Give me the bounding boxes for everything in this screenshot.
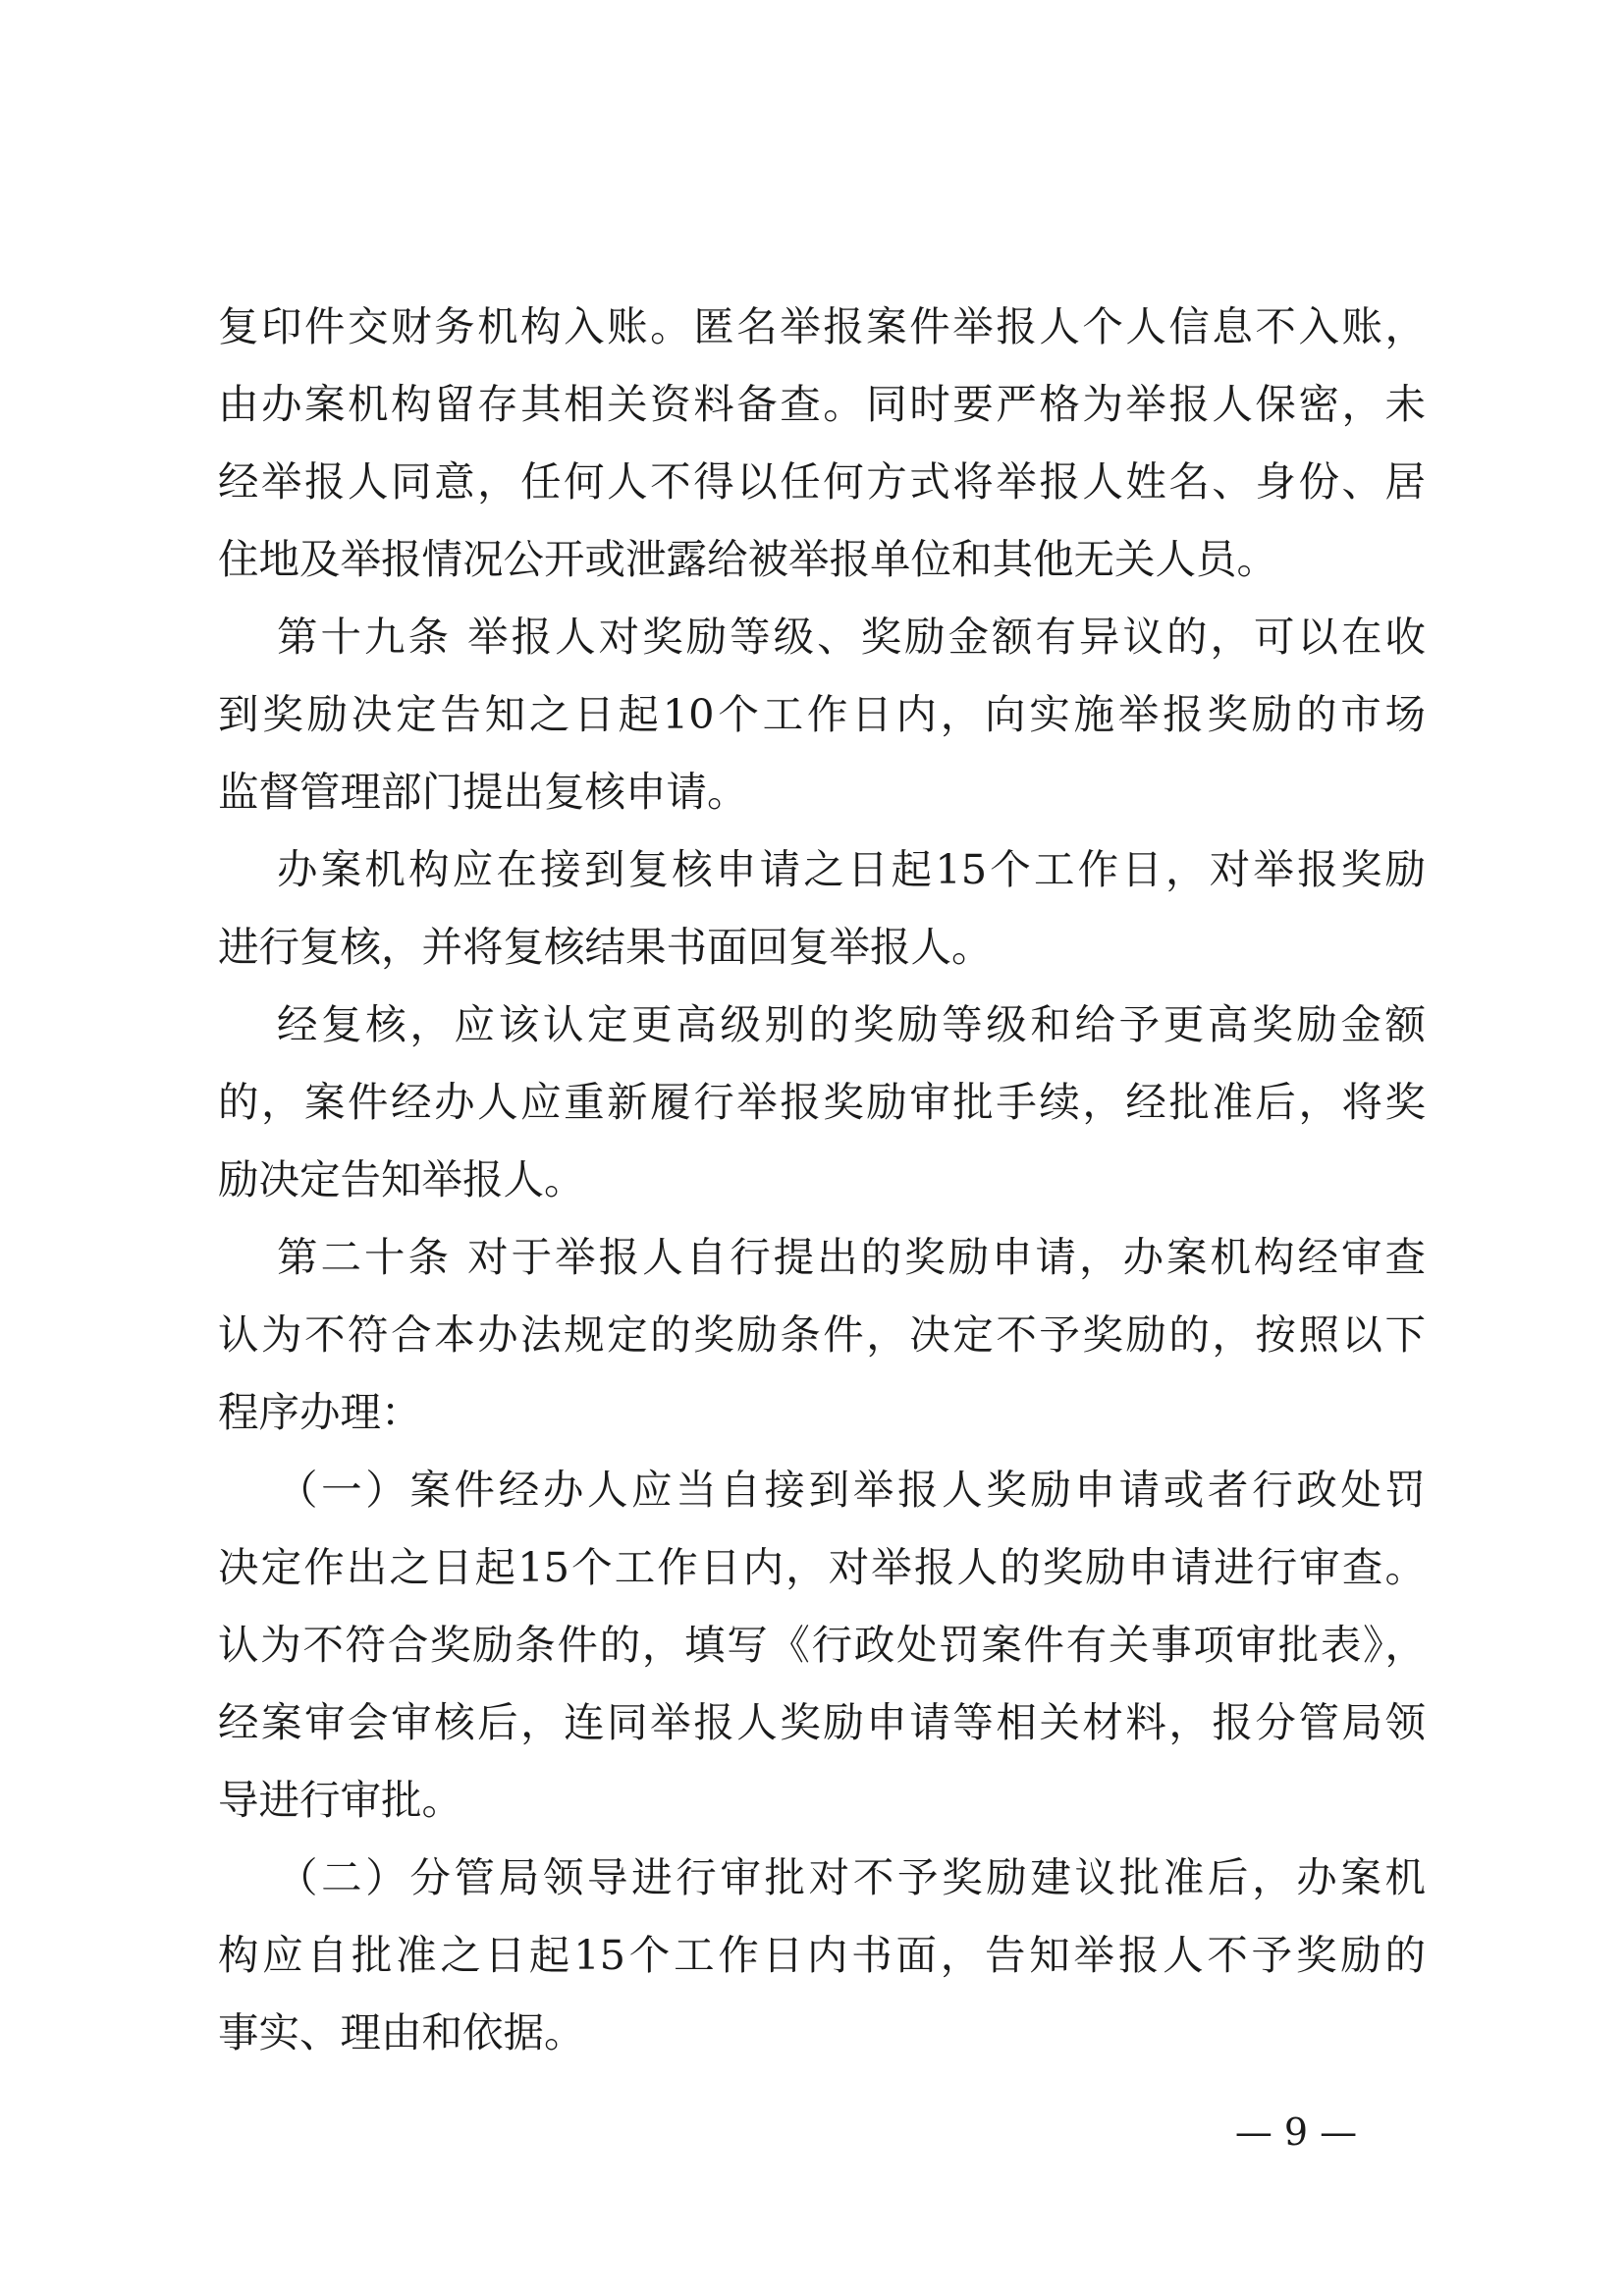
text-line: 由办案机构留存其相关资料备查。同时要严格为举报人保密，未: [218, 380, 1426, 428]
text-line: 构应自批准之日起15个工作日内书面，告知举报人不予奖励的: [218, 1931, 1426, 1979]
text-line: 到奖励决定告知之日起10个工作日内，向实施举报奖励的市场: [218, 690, 1426, 738]
text-line: 励决定告知举报人。: [218, 1155, 585, 1203]
list-item-1-line: （一）案件经办人应当自接到举报人奖励申请或者行政处罚: [277, 1466, 1426, 1514]
article-19-heading-line: 第十九条 举报人对奖励等级、奖励金额有异议的，可以在收: [277, 613, 1426, 661]
text-line: 决定作出之日起15个工作日内，对举报人的奖励申请进行审查。: [218, 1543, 1426, 1591]
text-line: 的，案件经办人应重新履行举报奖励审批手续，经批准后，将奖: [218, 1078, 1426, 1126]
page-number: — 9 —: [1234, 2110, 1358, 2154]
text-line: 经举报人同意，任何人不得以任何方式将举报人姓名、身份、居: [218, 457, 1426, 506]
text-line: 事实、理由和依据。: [218, 2008, 585, 2056]
text-line: 经复核，应该认定更高级别的奖励等级和给予更高奖励金额: [277, 1000, 1426, 1048]
text-line: 办案机构应在接到复核申请之日起15个工作日，对举报奖励: [277, 845, 1426, 893]
text-line: 经案审会审核后，连同举报人奖励申请等相关材料，报分管局领: [218, 1698, 1426, 1746]
text-line: 认为不符合奖励条件的，填写《行政处罚案件有关事项审批表》，: [218, 1621, 1426, 1669]
text-line: 认为不符合本办法规定的奖励条件，决定不予奖励的，按照以下: [218, 1310, 1426, 1359]
text-line: 进行复核，并将复核结果书面回复举报人。: [218, 923, 993, 971]
text-line: 程序办理：: [218, 1388, 422, 1436]
text-line: 监督管理部门提出复核申请。: [218, 768, 748, 816]
text-line: 复印件交财务机构入账。匿名举报案件举报人个人信息不入账，: [218, 302, 1426, 350]
text-line: 导进行审批。: [218, 1776, 463, 1824]
article-20-heading-line: 第二十条 对于举报人自行提出的奖励申请，办案机构经审查: [277, 1233, 1426, 1281]
body-text: [218, 288, 1426, 2071]
list-item-2-line: （二）分管局领导进行审批对不予奖励建议批准后，办案机: [277, 1853, 1426, 1901]
text-line: 住地及举报情况公开或泄露给被举报单位和其他无关人员。: [218, 535, 1278, 583]
